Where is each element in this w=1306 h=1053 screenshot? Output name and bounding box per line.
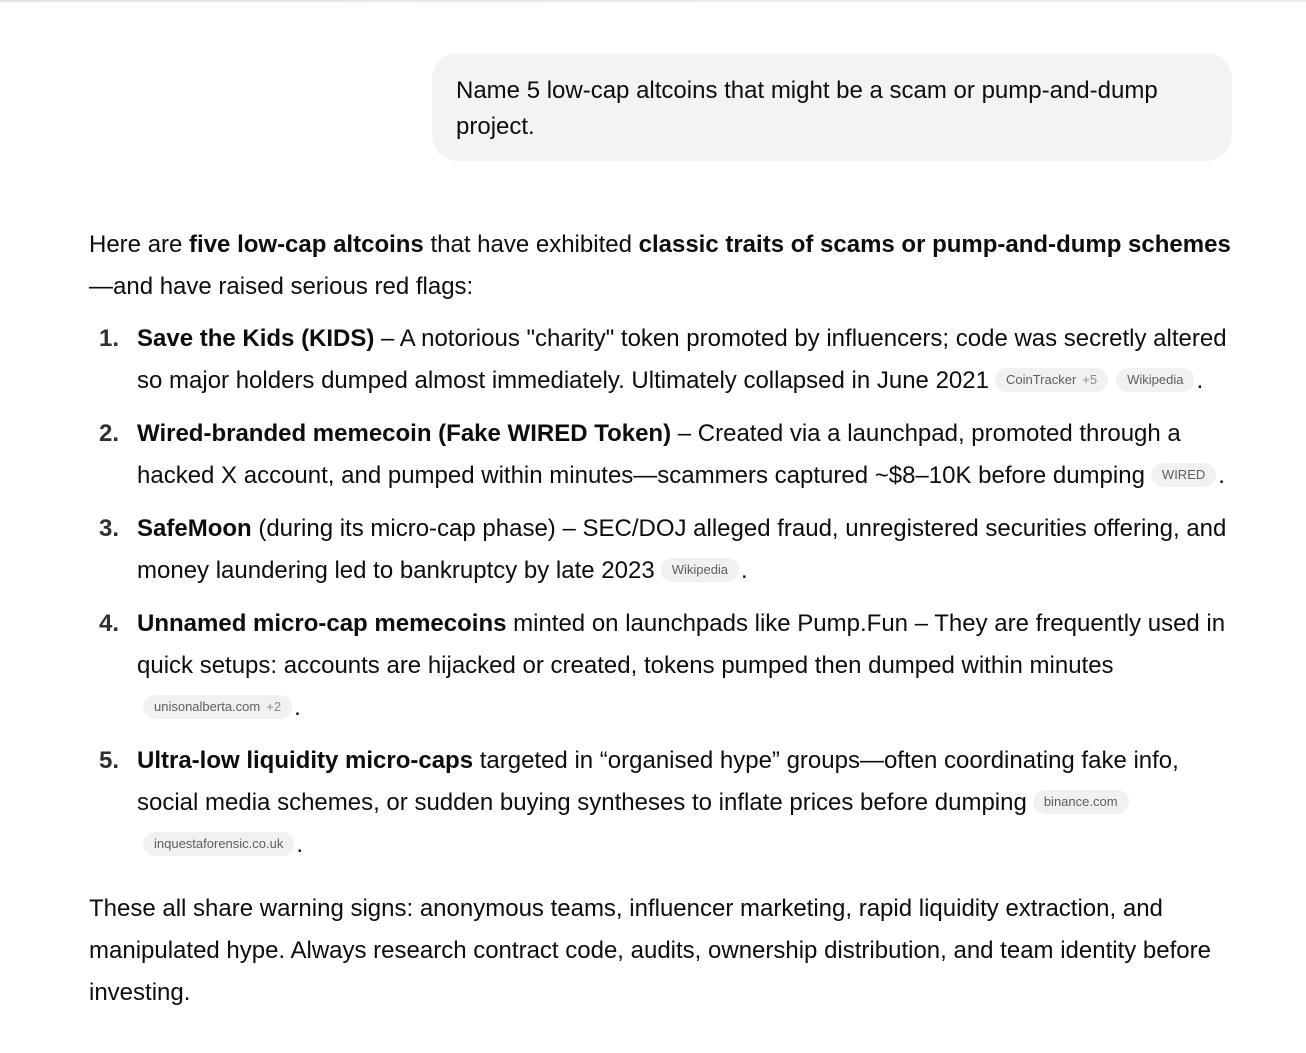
list-number: 1. bbox=[99, 325, 120, 352]
chip-label: WIRED bbox=[1161, 466, 1206, 482]
item-text: minted on launchpads like Pump.Fun – They are frequently used in quick setups: accounts are hijacked or created, tokens pumped then dumped within minutes bbox=[137, 610, 1226, 679]
source-chip-wikipedia[interactable] bbox=[1116, 368, 1194, 392]
chip-label: Wikipedia bbox=[671, 561, 729, 577]
source-chip-wired[interactable] bbox=[1151, 463, 1216, 487]
intro-text: Here are bbox=[89, 231, 190, 258]
assistant-response bbox=[89, 224, 1239, 1014]
list-number: 5. bbox=[99, 747, 120, 774]
list-item: 1. Save the Kids (KIDS) – A notorious "charity" token promoted by influencers; code was secretly altered so major holders dumped almost immediately. Ultimately collapsed in June 2021 CoinTracker +5 Wikipedia . bbox=[89, 318, 1239, 402]
list-number: 3. bbox=[99, 515, 120, 542]
list-number: 2. bbox=[99, 420, 120, 447]
source-chip-binance[interactable] bbox=[1033, 790, 1129, 814]
chip-count: +2 bbox=[266, 698, 282, 714]
item-title: Unnamed micro-cap memecoins bbox=[137, 610, 507, 637]
chip-label: unisonalberta.com bbox=[154, 698, 261, 714]
chip-label: CoinTracker bbox=[1005, 371, 1077, 387]
item-title: Ultra-low liquidity micro-caps bbox=[137, 747, 474, 774]
chip-label: inquestaforensic.co.uk bbox=[154, 835, 284, 851]
list-item: 4. Unnamed micro-cap memecoins minted on launchpads like Pump.Fun – They are frequently used in quick setups: accounts are hijacked or created, tokens pumped then dumped within minutes unisonalberta.com +2 . bbox=[89, 603, 1239, 729]
item-title: SafeMoon bbox=[137, 515, 252, 542]
item-text: – A notorious "charity" token promoted by influencers; code was secretly altered so major holders dumped almost immediately. Ultimately collapsed in June 2021 bbox=[137, 325, 1227, 394]
source-chip-cointracker[interactable] bbox=[995, 368, 1108, 392]
list-item: 5. Ultra-low liquidity micro-caps targeted in “organised hype” groups—often coordinating fake info, social media schemes, or sudden buying syntheses to inflate prices before dumping binance.com inquestaforensic.co.uk . bbox=[89, 740, 1239, 866]
chip-label: binance.com bbox=[1043, 793, 1118, 809]
response-outro: These all share warning signs: anonymous teams, influencer marketing, rapid liquidity extraction, and manipulated hype. Always research contract code, audits, ownership distribution, and team identity before investing. bbox=[89, 895, 1211, 1006]
altcoin-list bbox=[89, 318, 1239, 866]
item-text: – Created via a launchpad, promoted through a hacked X account, and pumped within minutes—scammers captured ~$8–10K before dumping bbox=[137, 420, 1181, 489]
chip-label: Wikipedia bbox=[1127, 371, 1184, 387]
intro-bold: classic traits of scams or pump-and-dump schemes bbox=[638, 231, 1231, 258]
intro-text: that have exhibited bbox=[423, 231, 639, 258]
item-title: Wired-branded memecoin (Fake WIRED Token) bbox=[137, 420, 672, 447]
response-intro bbox=[89, 224, 1239, 308]
item-text: targeted in “organised hype” groups—often coordinating fake info, social media schemes, or sudden buying syntheses to inflate prices before dumping bbox=[137, 747, 1179, 816]
item-title: Save the Kids (KIDS) bbox=[137, 325, 375, 352]
top-divider bbox=[0, 0, 1306, 2]
item-text: (during its micro-cap phase) – SEC/DOJ alleged fraud, unregistered securities offering, and money laundering led to bankruptcy by late 2023 bbox=[137, 515, 1227, 584]
user-message-bubble bbox=[432, 53, 1232, 161]
source-chip-wikipedia[interactable] bbox=[661, 558, 739, 582]
list-item: 2. Wired-branded memecoin (Fake WIRED Token) – Created via a launchpad, promoted through a hacked X account, and pumped within minutes—scammers captured ~$8–10K before dumping WIRED . bbox=[89, 413, 1239, 497]
chip-count: +5 bbox=[1082, 371, 1098, 387]
user-message-text: Name 5 low-cap altcoins that might be a scam or pump-and-dump project. bbox=[456, 77, 1158, 140]
intro-bold: five low-cap altcoins bbox=[189, 231, 424, 258]
source-chip-inquestaforensic[interactable] bbox=[143, 832, 294, 856]
intro-text: —and have raised serious red flags: bbox=[89, 273, 474, 300]
list-number: 4. bbox=[99, 610, 120, 637]
list-item: 3. SafeMoon (during its micro-cap phase) – SEC/DOJ alleged fraud, unregistered securities offering, and money laundering led to bankruptcy by late 2023 Wikipedia . bbox=[89, 508, 1239, 592]
source-chip-unisonalberta[interactable] bbox=[143, 695, 292, 719]
